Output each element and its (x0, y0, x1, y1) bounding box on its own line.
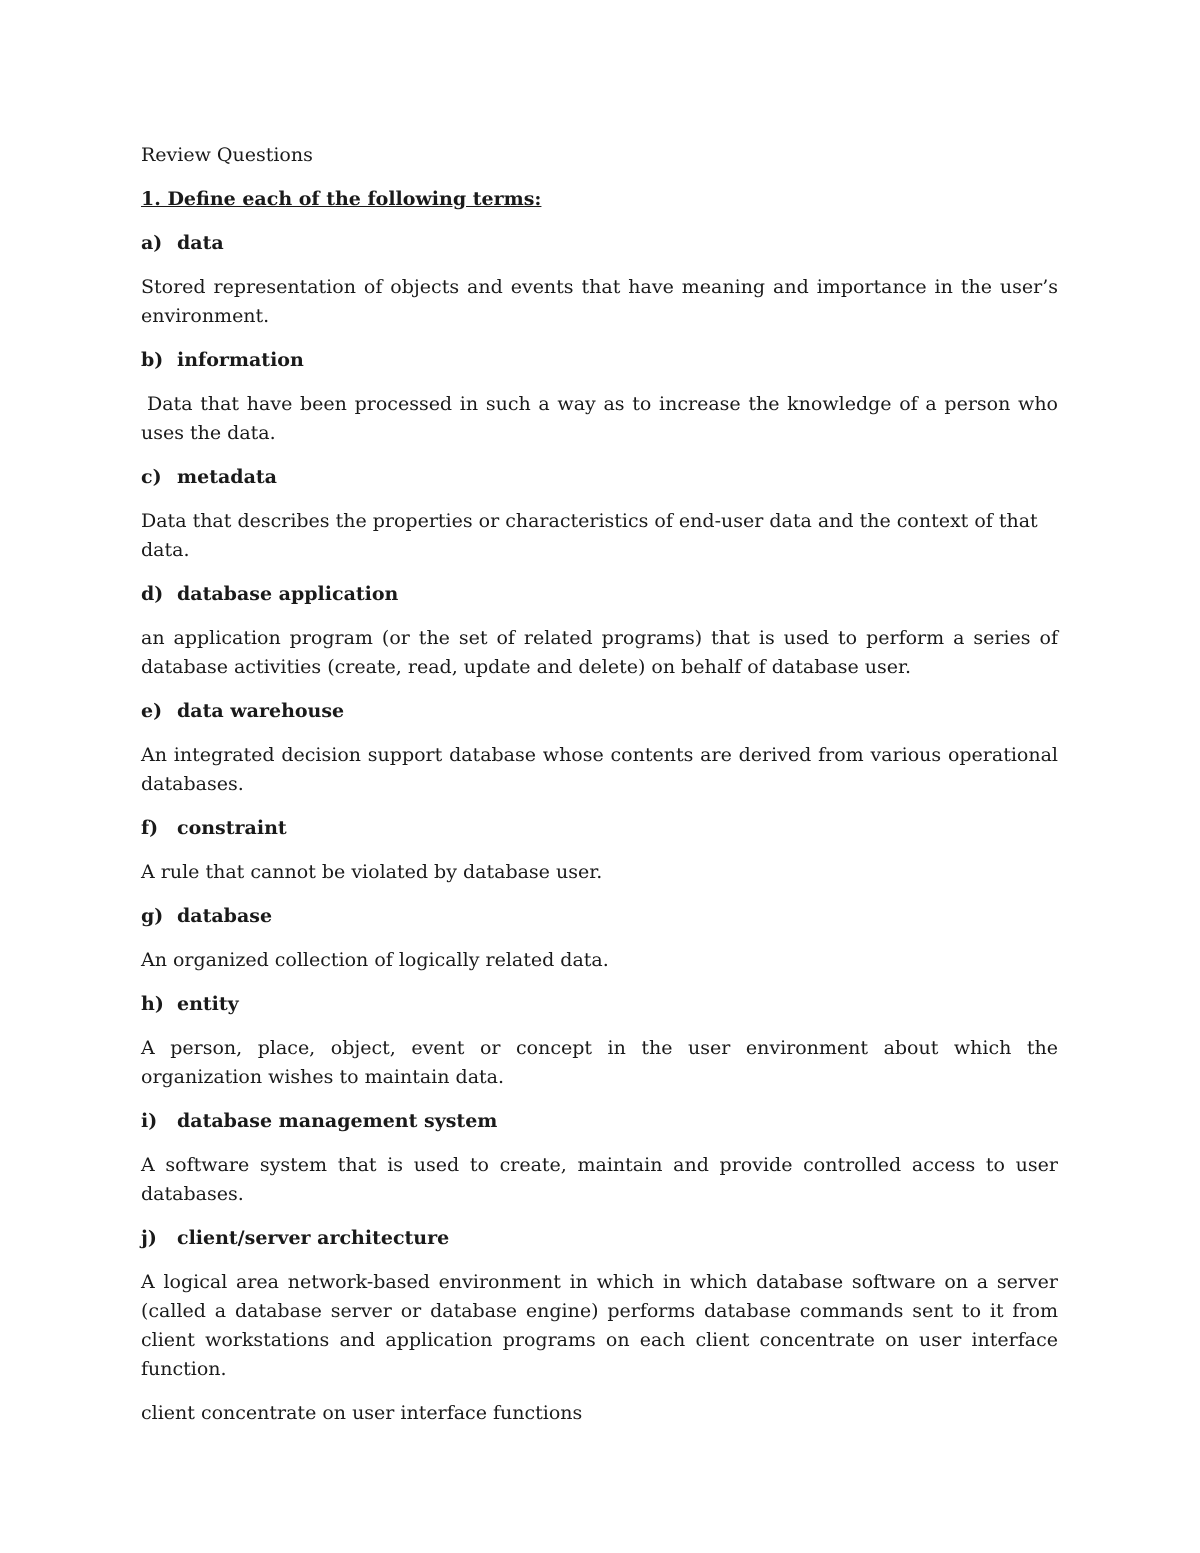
term-heading-f (141, 814, 1058, 843)
term-definition-b: Data that have been processed in such a way as to increase the knowledge of a person who uses the data. (141, 393, 1058, 444)
term-label: database management system (177, 1110, 498, 1132)
term-label: constraint (177, 817, 287, 839)
term-heading-c (141, 463, 1058, 492)
term-label: data warehouse (177, 700, 345, 722)
term-definition-f: A rule that cannot be violated by database user. (141, 861, 603, 883)
term-definition-i: A software system that is used to create, maintain and provide controlled access to user databases. (141, 1154, 1058, 1205)
term-heading-e (141, 697, 1058, 726)
term-label: information (177, 349, 304, 371)
term-definition-d: an application program (or the set of related programs) that is used to perform a series of database activities (create, read, update and delete) on behalf of database user. (141, 627, 1058, 678)
term-letter: h) (141, 993, 164, 1015)
term-letter: i) (141, 1110, 158, 1132)
term-definition-a: Stored representation of objects and events that have meaning and importance in the user’s environment. (141, 276, 1058, 327)
document-heading: Review Questions (141, 144, 313, 166)
term-definition-j: A logical area network-based environment in which in which database software on a server (called a database server or database engine) performs database commands sent to it from client workstations and application programs on each client concentrate on user interface function. (141, 1271, 1058, 1380)
term-label: data (177, 232, 224, 254)
term-heading-b (141, 346, 1058, 375)
question-1: 1. Define each of the following terms: (141, 188, 542, 210)
trailing-text: client concentrate on user interface functions (141, 1402, 583, 1424)
term-label: database (177, 905, 273, 927)
term-letter: f) (141, 817, 159, 839)
term-definition-e: An integrated decision support database whose contents are derived from various operational databases. (141, 744, 1058, 795)
document-page (141, 141, 1058, 1443)
term-definition-c: Data that describes the properties or characteristics of end-user data and the context of that data. (141, 510, 1038, 561)
term-letter: d) (141, 583, 164, 605)
term-heading-h (141, 990, 1058, 1019)
term-letter: e) (141, 700, 163, 722)
term-letter: a) (141, 232, 163, 254)
term-label: database application (177, 583, 399, 605)
term-definition-h: A person, place, object, event or concept in the user environment about which the organization wishes to maintain data. (141, 1037, 1058, 1088)
term-label: client/server architecture (177, 1227, 450, 1249)
term-label: metadata (177, 466, 277, 488)
term-heading-i (141, 1107, 1058, 1136)
term-heading-g (141, 902, 1058, 931)
term-heading-a (141, 229, 1058, 258)
term-letter: b) (141, 349, 164, 371)
term-definition-g: An organized collection of logically related data. (141, 949, 609, 971)
term-heading-j (141, 1224, 1058, 1253)
term-label: entity (177, 993, 239, 1015)
term-heading-d (141, 580, 1058, 609)
term-letter: g) (141, 905, 164, 927)
term-letter: c) (141, 466, 162, 488)
term-letter: j) (141, 1227, 157, 1249)
